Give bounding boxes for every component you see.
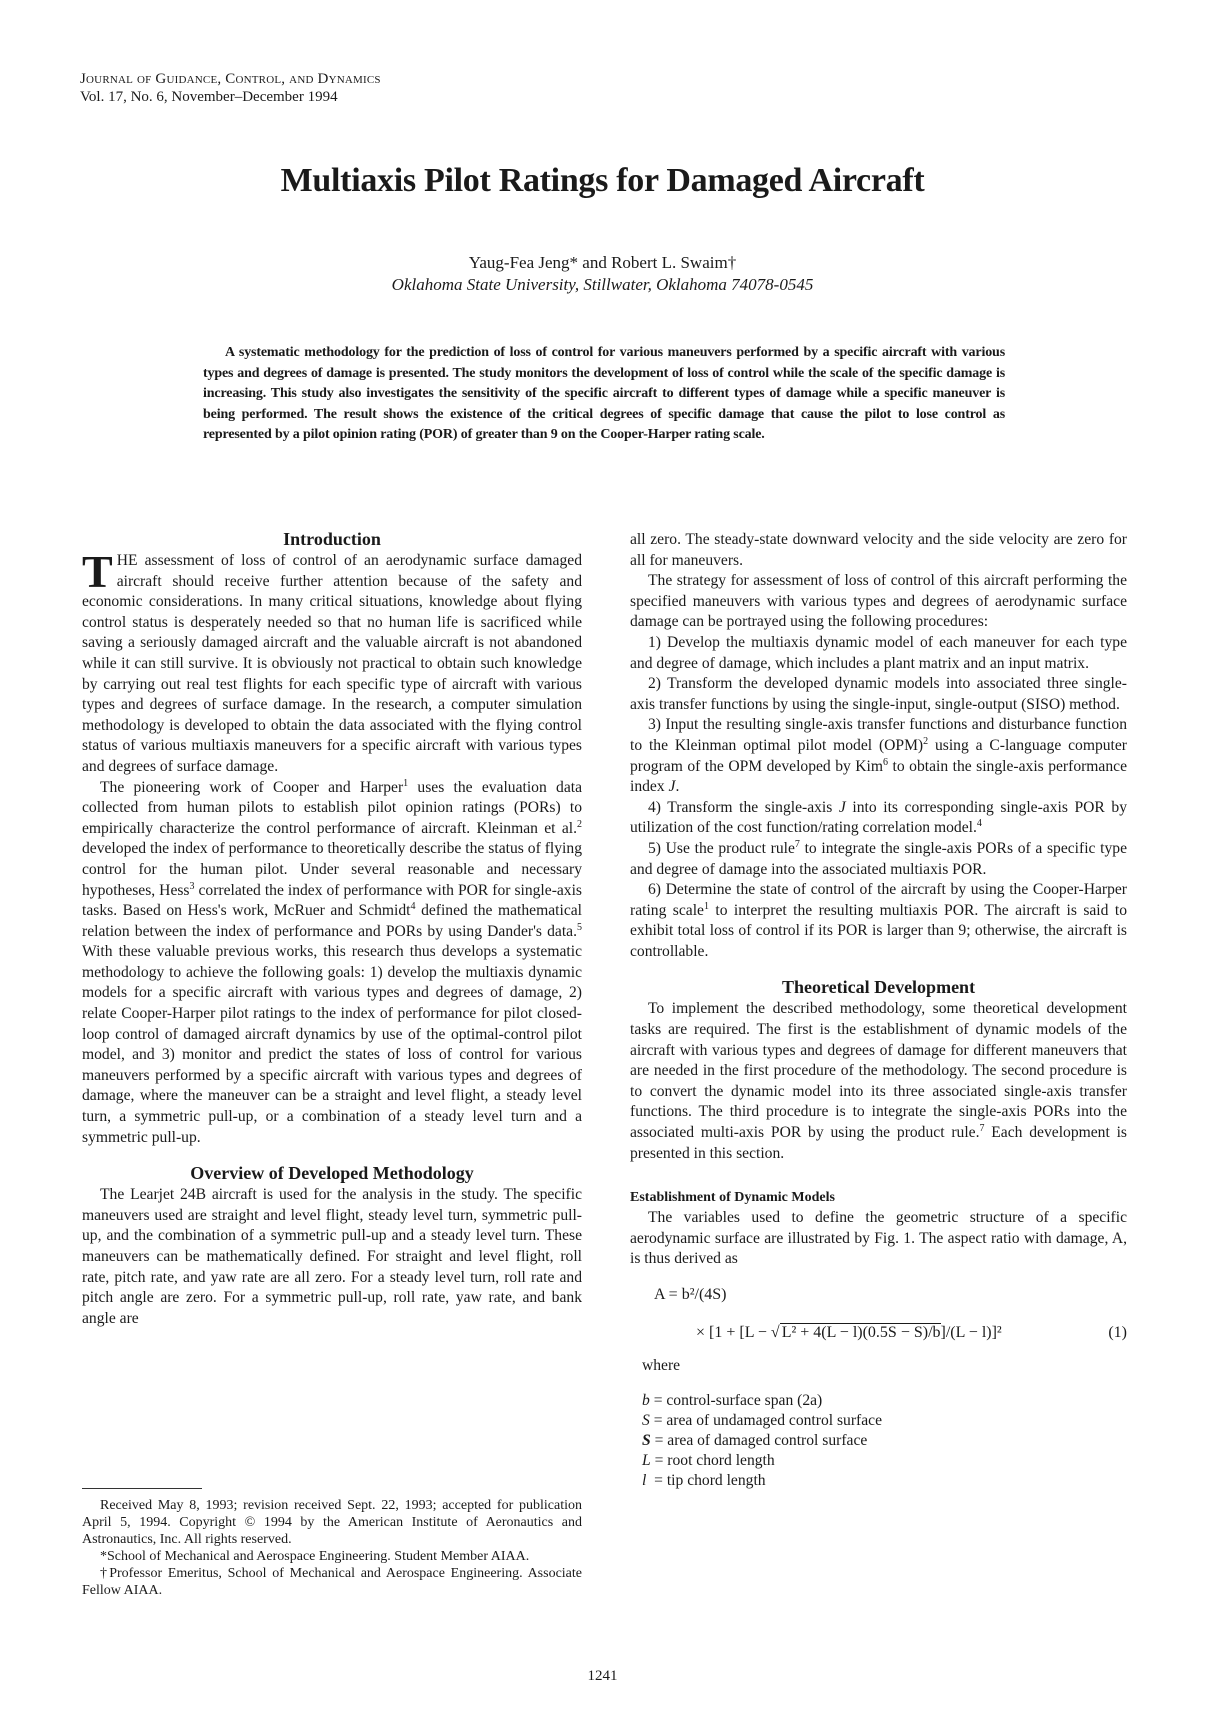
citation[interactable]: 2 [577,818,582,830]
subsection-heading-dynamic-models: Establishment of Dynamic Models [630,1190,835,1206]
citation[interactable]: 2 [923,735,929,747]
equation-line-2: × [1 + [L − √ L² + 4(L − l)(0.5S − S)/b]/(L − l)]² (1) [654,1322,1127,1344]
author-block [0,252,1205,296]
citation[interactable]: 1 [703,900,709,912]
definition-item: S = area of undamaged control surface [642,1411,882,1429]
overview-paragraph-1-continued: all zero. The steady-state downward velocity and the side velocity are zero for all for maneuvers. [630,531,1127,569]
right-column [630,530,1127,1491]
equation-number: (1) [1108,1324,1127,1341]
procedure-step-6: 6) Determine the state of control of the aircraft by using the Cooper-Harper rating scale$^1$ to interpret the resulting multiaxis POR. The aircraft is said to exhibit total loss of control if its POR is larger than 9; otherwise, the aircraft is controllable. [630,881,1127,960]
procedure-step-2: 2) Transform the developed dynamic models into associated three single-axis transfer functions by using the single-input, single-output (SISO) method. [630,675,1127,713]
equation-1 [630,1284,1127,1344]
article-title: Multiaxis Pilot Ratings for Damaged Aircraft [280,162,925,199]
overview-paragraph-2: The strategy for assessment of loss of control of this aircraft performing the specified maneuvers with various types and degrees of aerodynamic surface damage can be portrayed using the following procedures: [630,572,1127,631]
citation[interactable]: 6 [883,756,889,768]
procedure-step-3: 3) Input the resulting single-axis transfer functions and disturbance function to the Kleinman optimal pilot model (OPM)$^2$ using a C-language computer program of the OPM developed by Kim$^6$ to obtain the single-axis performance index J. [630,716,1127,796]
variable-definitions [630,1391,1127,1491]
author-affiliation: Oklahoma State University, Stillwater, Oklahoma 74078-0545 [391,275,814,294]
author-names: Yaug-Fea Jeng* and Robert L. Swaim† [468,253,737,272]
abstract [203,343,1005,446]
definition-item: l = tip chord length [642,1471,766,1489]
overview-paragraph-1: The Learjet 24B aircraft is used for the analysis in the study. The specific maneuvers used are straight and level flight, steady level turn, symmetric pull-up, and the combination of a symmetric pull-up and a steady level turn. These maneuvers can be mathematically defined. For straight and level flight, roll rate, pitch rate, and yaw rate are all zero. For a steady level turn, roll rate and pitch angle are zero. For a symmetric pull-up, roll rate, yaw rate, and bank angle are [82,1186,582,1327]
citation[interactable]: 5 [577,921,582,933]
citation[interactable]: 4 [410,901,416,913]
footnote-rule [82,1488,202,1489]
footnote-author-1: *School of Mechanical and Aerospace Engineering. Student Member AIAA. [100,1549,530,1564]
footnote-received: Received May 8, 1993; revision received Sept. 22, 1993; accepted for publication April 5, 1994. Copyright © 1994 by the American Institute of Aeronautics and Astronautics, Inc. All rights reserved. [82,1498,582,1547]
intro-paragraph-1: THE assessment of loss of control of an aerodynamic surface damaged aircraft should receive further attention because of the safety and economic considerations. In many critical situations, knowledge about flying control status is desperately needed so that no human life is sacrificed while saving a seriously damaged aircraft and the valuable aircraft is not abandoned while it can still survive. It is obviously not practical to obtain such knowledge by carrying out real test flights for each specific type of aircraft with various types and degrees of surface damage. In the research, a computer simulation methodology is developed to obtain the data associated with the flying control status of various multiaxis maneuvers for a specific aircraft with various types and degrees of surface damage. [82,546,582,775]
section-heading-introduction: Introduction [283,529,381,549]
procedure-step-4: 4) Transform the single-axis J into its corresponding single-axis POR by utilization of the cost function/rating correlation model.$^4$ [630,798,1127,837]
footnotes [82,1488,582,1599]
journal-header [80,70,381,106]
intro-paragraph-2: The pioneering work of Cooper and Harper$^1$ uses the evaluation data collected from human pilots to establish pilot opinion ratings (PORs) to empirically characterize the control performance of aircraft. Kleinman et al.$^2$ developed the index of performance to theoretically describe the status of flying control for the human pilot. Under several reasonable and necessary hypotheses, Hess$^3$ correlated the index of performance with POR for single-axis tasks. Based on Hess's work, McRuer and Schmidt$^4$ defined the mathematical relation between the index of performance and PORs by using Dander's data.$^5$ With these valuable previous works, this research thus develops a systematic methodology to achieve the following goals: 1) develop the multiaxis dynamic models for a specific aircraft with various types and degrees of damage, 2) relate Cooper-Harper pilot ratings to the index of performance for pilot closed-loop control of damaged aircraft dynamics by use of the optimal-control pilot model, and 3) monitor and predict the states of loss of control for various maneuvers performed by a specific aircraft with various types and degrees of damage, where the maneuver can be a straight and level flight, a steady level turn, a symmetric pull-up, or a combination of a steady level turn and a symmetric pull-up. [82,777,583,1146]
volume-issue: Vol. 17, No. 6, November–December 1994 [80,89,338,105]
footnote-author-2: †Professor Emeritus, School of Mechanical and Aerospace Engineering. Associate Fellow AIAA. [82,1566,582,1598]
procedure-step-5: 5) Use the product rule$^7$ to integrate the single-axis PORs of a specific type and degree of damage into the associated multiaxis POR. [630,838,1127,878]
section-heading-overview: Overview of Developed Methodology [190,1163,474,1184]
definition-item: b = control-surface span (2a) [642,1391,823,1409]
where-label: where [642,1357,681,1374]
citation[interactable]: 1 [403,777,409,789]
citation[interactable]: 3 [189,880,195,892]
abstract-text: A systematic methodology for the prediction of loss of control for various maneuvers performed by a specific aircraft with various types and degrees of damage is presented. The study monitors the development of loss of control while the scale of the specific damage is increasing. This study also investigates the sensitivity of the specific aircraft to different types of damage while a specific maneuver is being performed. The result shows the existence of the critical degrees of specific damage that cause the pilot to lose control as represented by a pilot opinion rating (POR) of greater than 9 on the Cooper-Harper rating scale. [203,345,1005,443]
theoretical-paragraph-1: To implement the described methodology, some theoretical development tasks are required. The first is the establishment of dynamic models of the aircraft with various types and degrees of damage for different maneuvers that are needed in the first procedure of the methodology. The second procedure is to convert the dynamic model into its three associated single-axis transfer functions. The third procedure is to integrate the single-axis PORs into the associated multi-axis POR by using the product rule.$^7$ Each development is presented in this section. [630,1000,1127,1162]
dynamic-models-paragraph: The variables used to define the geometric structure of a specific aerodynamic surface are illustrated by Fig. 1. The aspect ratio with damage, A, is thus derived as [630,1209,1127,1268]
left-column [82,528,582,1329]
citation[interactable]: 7 [979,1123,985,1135]
procedure-step-1: 1) Develop the multiaxis dynamic model of each maneuver for each type and degree of damage, which includes a plant matrix and an input matrix. [630,633,1127,672]
drop-cap: T [82,546,113,597]
definition-item: L = root chord length [642,1451,775,1469]
citation[interactable]: 7 [794,838,800,850]
journal-name: Journal of Guidance, Control, and Dynamics [80,71,381,87]
definition-item: S = area of damaged control surface [642,1431,868,1449]
page-number: 1241 [587,1668,618,1684]
citation[interactable]: 4 [976,818,982,830]
section-heading-theoretical: Theoretical Development [781,977,976,998]
equation-line-1: A = b²/(4S) [654,1286,727,1303]
